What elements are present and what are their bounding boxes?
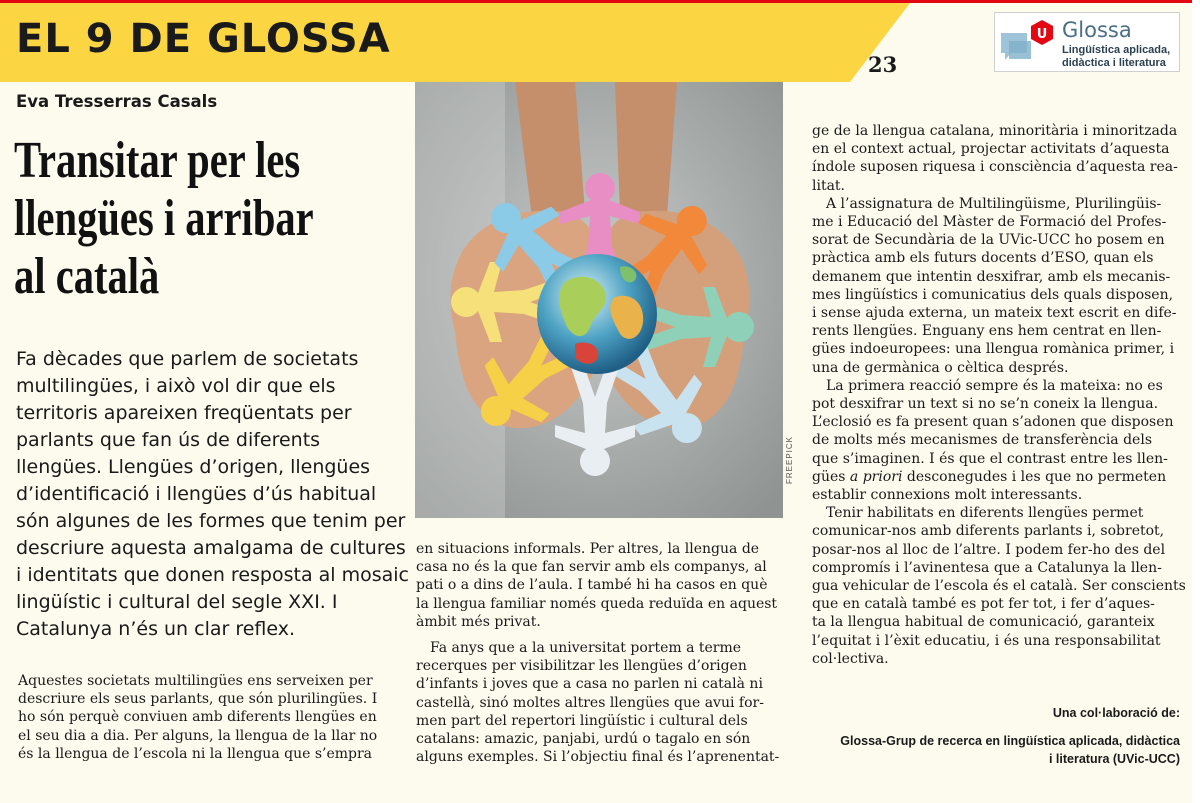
body-line: Aquestes societats multilingües ens serveixen per bbox=[18, 673, 373, 689]
headline-line: llengües i arribar bbox=[14, 190, 314, 247]
body-line: pati o a dins de l’aula. I també hi ha casos en què bbox=[416, 577, 768, 594]
paragraph-gap bbox=[416, 631, 788, 639]
body-line: en situacions informals. Per altres, la llengua de bbox=[416, 541, 760, 557]
body-line: demanem que intentin desxifrar, amb els mecanis- bbox=[812, 268, 1171, 285]
body-line: és la llengua de l’escola ni la llengua que s’empra bbox=[18, 745, 373, 762]
body-line: posar-nos al lloc de l’altre. I podem fer-ho des del bbox=[812, 541, 1166, 558]
body-line: pot desxifrar un text si no se’n coneix la llengua. bbox=[812, 396, 1159, 413]
body-line: àmbit més privat. bbox=[416, 613, 541, 630]
body-line-with-italic bbox=[812, 468, 1182, 486]
body-line: descriure els seus parlants, que són plurilingües. I bbox=[18, 691, 378, 708]
svg-text:U: U bbox=[1036, 27, 1048, 42]
page-number: 23 bbox=[868, 52, 898, 77]
body-line: mes lingüístics i comunicatius dels quals disposen, bbox=[812, 286, 1174, 303]
logo-subtitle-line: Lingüística aplicada, bbox=[1062, 44, 1171, 56]
body-line: compromís i l’avinentesa que a Catalunya la llen- bbox=[812, 559, 1162, 576]
body-line: en el context actual, projectar activitats d’aquesta bbox=[812, 141, 1170, 158]
body-line: ta la llengua habitual de comunicació, garanteix bbox=[812, 614, 1155, 631]
body-line: ho són perquè conviuen amb diferents llengües en bbox=[18, 709, 377, 726]
body-line: índole suposen riquesa i consciència d’aquesta rea- bbox=[812, 159, 1178, 176]
body-line: establir connexions molt interessants. bbox=[812, 487, 1083, 504]
body-line: castellà, sinó moltes altres llengües que avui for- bbox=[416, 694, 764, 711]
body-line: que en català també es pot fer tot, i fer d’aques- bbox=[812, 596, 1155, 613]
italic-term: a priori bbox=[849, 468, 903, 485]
body-line: col·lectiva. bbox=[812, 650, 889, 667]
body-line: de molts més mecanismes de transferència dels bbox=[812, 432, 1153, 449]
section-title: EL 9 DE GLOSSA bbox=[16, 16, 391, 62]
body-column-1 bbox=[18, 672, 390, 763]
body-line: la llengua familiar només queda reduïda en aquest bbox=[416, 595, 778, 612]
collaboration-org-line: Glossa-Grup de recerca en lingüística aplicada, didàctica bbox=[840, 734, 1180, 748]
lead-line: són algunes de les formes que tenim per bbox=[16, 510, 406, 532]
body-line: men part del repertori lingüístic i cultural dels bbox=[416, 712, 748, 729]
body-line: comunicar-nos amb diferents parlants i, sobretot, bbox=[812, 523, 1165, 540]
logo-subtitle bbox=[1062, 44, 1178, 70]
lead-line: parlants que fan ús de diferents bbox=[16, 429, 321, 451]
body-text: gües bbox=[812, 468, 850, 485]
lead-line: multilingües, i això vol dir que els bbox=[16, 375, 336, 397]
body-line: casa no és la que fan servir amb els companys, al bbox=[416, 559, 767, 576]
lead-line: i identitats que donen resposta al mosaic bbox=[16, 564, 409, 586]
body-line: catalans: amazic, panjabi, urdú o tagalo en són bbox=[416, 731, 751, 748]
body-line: La primera reacció sempre és la mateixa: no es bbox=[826, 377, 1163, 394]
logo-name: Glossa bbox=[1062, 18, 1132, 42]
body-line: rents llengües. Enguany ens hem centrat en llen- bbox=[812, 323, 1162, 340]
body-column-2 bbox=[416, 540, 788, 766]
article-photo bbox=[415, 82, 783, 518]
lead-line: Fa dècades que parlem de societats bbox=[16, 348, 359, 370]
lead-line: llengües. Llengües d’origen, llengües bbox=[16, 456, 371, 478]
lead-line: descriure aquesta amalgama de cultures bbox=[16, 537, 406, 559]
lead-line: Catalunya n’és un clar reflex. bbox=[16, 618, 296, 640]
lead-line: lingüístic i cultural del segle XXI. I bbox=[16, 591, 338, 613]
page-right-margin bbox=[1192, 0, 1200, 803]
article-lead bbox=[16, 346, 409, 643]
body-line: recerques per visibilitzar les llengües d’origen bbox=[416, 658, 747, 675]
collaboration-label: Una col·laboració de: bbox=[1052, 706, 1180, 720]
body-line: pràctica amb els futurs docents d’ESO, quan els bbox=[812, 250, 1154, 267]
photo-credit: FREEPICK bbox=[785, 435, 794, 484]
body-line: L’eclosió es fa present quan s’adonen que disposen bbox=[812, 414, 1174, 431]
body-line: sorat de Secundària de la UVic-UCC ho posem en bbox=[812, 232, 1165, 249]
body-line: que s’imaginen. I és que el contrast entre les llen- bbox=[812, 450, 1168, 467]
lead-line: territoris apareixen freqüentats per bbox=[16, 402, 352, 424]
body-line: Tenir habilitats en diferents llengües permet bbox=[826, 505, 1144, 522]
body-line: Fa anys que a la universitat portem a terme bbox=[430, 640, 742, 657]
body-line: gües indoeuropees: una llengua romànica primer, i bbox=[812, 341, 1175, 358]
body-line: el seu dia a dia. Per alguns, la llengua de la llar no bbox=[18, 727, 378, 744]
collaboration-organization bbox=[820, 732, 1180, 768]
body-line: d’infants i joves que a casa no parlen ni català ni bbox=[416, 676, 763, 693]
headline-line: al català bbox=[14, 248, 160, 305]
body-line: l’equitat i l’èxit educatiu, i és una responsabilitat bbox=[812, 632, 1161, 649]
body-line: A l’assignatura de Multilingüisme, Plurilingüis- bbox=[826, 195, 1162, 212]
body-line: litat. bbox=[812, 177, 846, 194]
article-headline bbox=[14, 132, 314, 306]
glossa-speech-bubbles-icon bbox=[999, 17, 1057, 69]
body-line: i sense ajuda externa, un mateix text escrit en dife- bbox=[812, 305, 1177, 322]
author-byline: Eva Tresserras Casals bbox=[16, 92, 218, 111]
body-line: gua vehicular de l’escola és el català. Ser conscients bbox=[812, 578, 1186, 595]
body-line: me i Educació del Màster de Formació del Profes- bbox=[812, 214, 1167, 231]
lead-line: d’identificació i llengües d’ús habitual bbox=[16, 483, 377, 505]
collaboration-org-line: i literatura (UVic-UCC) bbox=[1048, 752, 1180, 766]
body-text: desconegudes i les que no permeten bbox=[902, 468, 1167, 485]
glossa-logo bbox=[994, 12, 1180, 72]
body-line: alguns exemples. Si l’objectiu final és l’aprenentat- bbox=[416, 749, 780, 766]
paper-people-globe-illustration bbox=[415, 82, 783, 518]
body-column-3 bbox=[812, 122, 1186, 668]
logo-subtitle-line: didàctica i literatura bbox=[1062, 57, 1166, 69]
body-line: ge de la llengua catalana, minoritària i minoritzada bbox=[812, 123, 1178, 139]
body-line: una de germànica o cèltica després. bbox=[812, 359, 1069, 376]
headline-line: Transitar per les bbox=[14, 132, 301, 189]
